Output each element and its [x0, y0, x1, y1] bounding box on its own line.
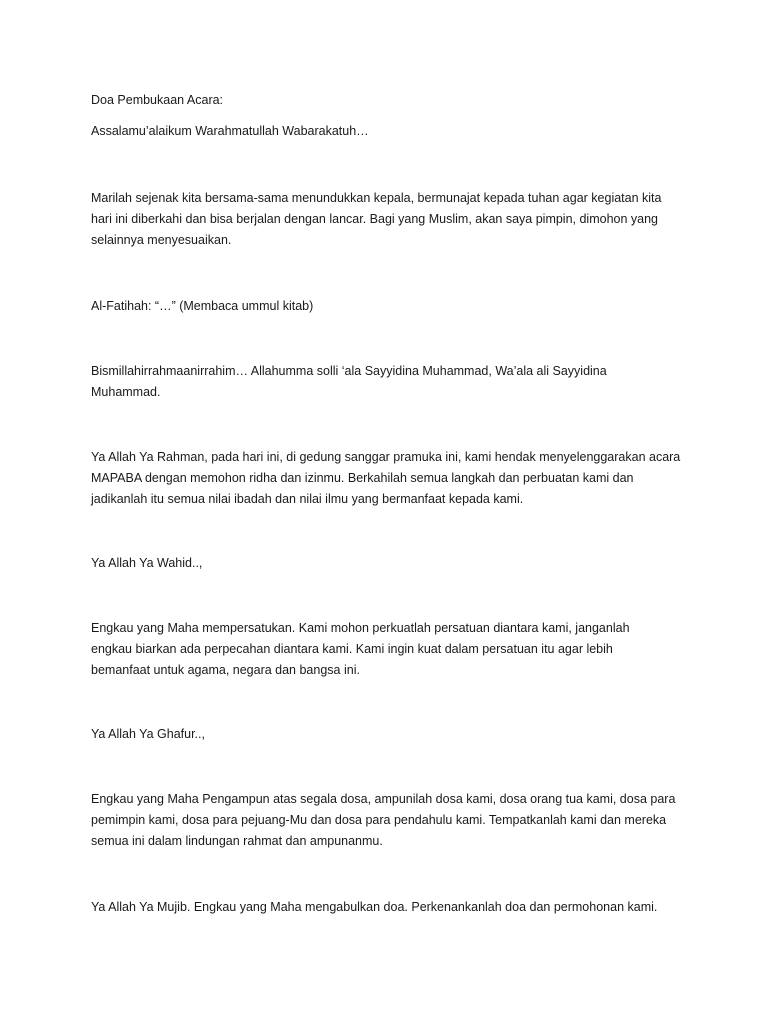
ya-rahman-paragraph: Ya Allah Ya Rahman, pada hari ini, di gedung sanggar pramuka ini, kami hendak menyelenggarakan acara MAPABA dengan memohon ridha dan izinmu. Berkahilah semua langkah dan perbuatan kami dan jadikanlah itu semua nilai ibadah dan nilai ilmu yang bermanfaat kepada kami.: [91, 450, 681, 506]
ghafur-paragraph: Engkau yang Maha Pengampun atas segala dosa, ampunilah dosa kami, dosa orang tua kami, dosa para pemimpin kami, dosa para pejuang-Mu dan dosa para pendahulu kami. Tempatkanlah kami dan mereka semua ini dalam lindungan rahmat dan ampunanmu.: [91, 792, 676, 848]
ya-mujib-paragraph: Ya Allah Ya Mujib. Engkau yang Maha mengabulkan doa. Perkenankanlah doa dan permohonan kami.: [91, 900, 658, 914]
ya-ghafur-heading: Ya Allah Ya Ghafur..,: [91, 727, 205, 741]
intro-paragraph: Marilah sejenak kita bersama-sama menundukkan kepala, bermunajat kepada tuhan agar kegiatan kita hari ini diberkahi dan bisa berjalan dengan lancar. Bagi yang Muslim, akan saya pimpin, dimohon yang selainnya menyesuaikan.: [91, 191, 662, 247]
document-title: Doa Pembukaan Acara:: [91, 93, 224, 107]
wahid-paragraph: Engkau yang Maha mempersatukan. Kami mohon perkuatlah persatuan diantara kami, janganlah engkau biarkan ada perpecahan diantara kami. Kami ingin kuat dalam persatuan itu agar lebih bemanfaat untuk agama, negara dan bangsa ini.: [91, 621, 630, 677]
bismillah-paragraph: Bismillahirrahmaanirrahim… Allahumma solli ‘ala Sayyidina Muhammad, Wa’ala ali Sayyidina Muhammad.: [91, 364, 607, 399]
greeting-paragraph: Assalamu’alaikum Warahmatullah Wabarakatuh…: [91, 124, 369, 138]
al-fatihah-paragraph: Al-Fatihah: “…” (Membaca ummul kitab): [91, 299, 314, 313]
ya-wahid-heading: Ya Allah Ya Wahid..,: [91, 556, 203, 570]
